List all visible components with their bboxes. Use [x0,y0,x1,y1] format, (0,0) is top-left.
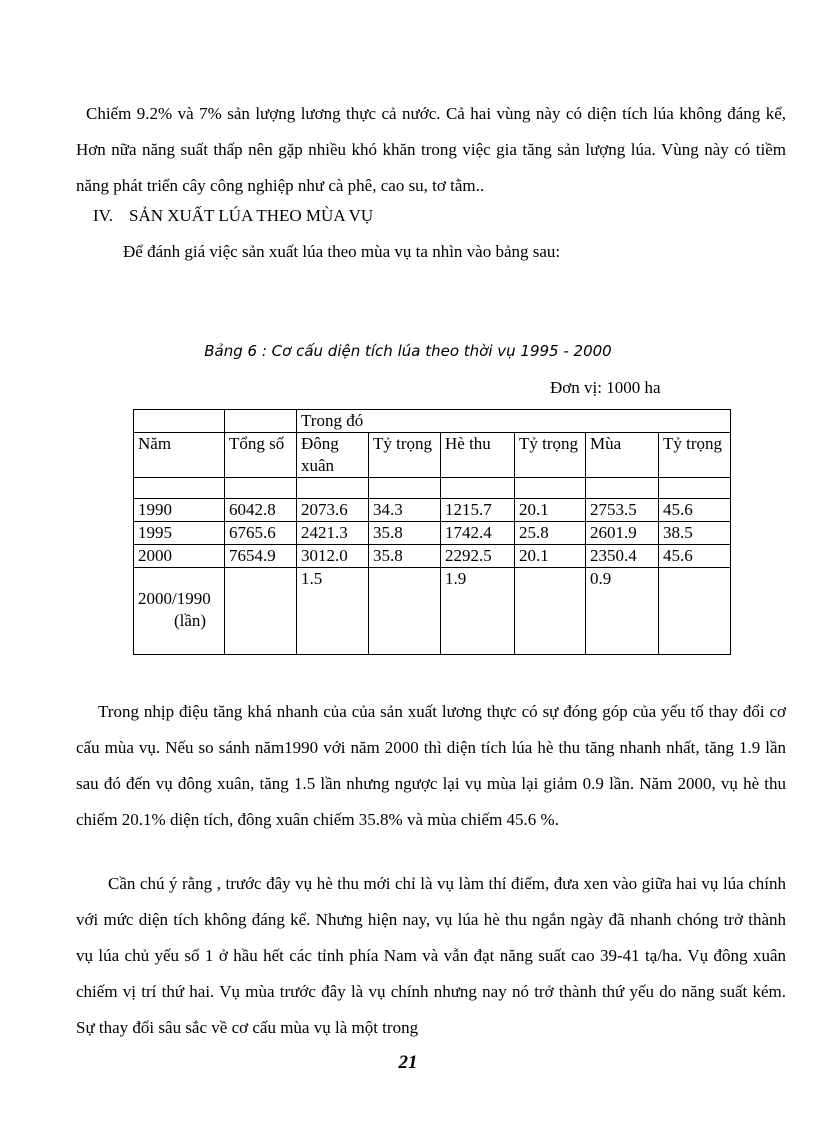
table-ratio-row [134,568,731,655]
table-cell [515,478,586,499]
ratio-unit-label: (lần) [174,611,207,630]
table-cell [225,410,297,433]
section-title: SẢN XUẤT LÚA THEO MÙA VỤ [129,206,374,225]
table-cell: 1995 [134,522,225,545]
header-cell: Năm [134,433,225,478]
table-cell: 25.8 [515,522,586,545]
table-cell: 6042.8 [225,499,297,522]
table-row [134,522,731,545]
table-cell [225,568,297,655]
table-row [134,545,731,568]
table-cell: 1742.4 [441,522,515,545]
table-cell: 2421.3 [297,522,369,545]
table-cell [369,478,441,499]
table-cell [441,478,515,499]
table-cell: 1215.7 [441,499,515,522]
table-cell [515,568,586,655]
table-cell: 35.8 [369,545,441,568]
table-cell: 1.5 [297,568,369,655]
table-cell: 7654.9 [225,545,297,568]
header-cell: Tỷ trọng [659,433,731,478]
table-cell: 2292.5 [441,545,515,568]
table-cell: 2000 [134,545,225,568]
table-cell: 3012.0 [297,545,369,568]
table-cell: 20.1 [515,545,586,568]
section-heading [93,202,373,230]
table-cell: 1990 [134,499,225,522]
table-cell: 6765.6 [225,522,297,545]
paragraph-analysis: Trong nhịp điệu tăng khá nhanh của của sản xuất lương thực có sự đóng góp của yếu tố thay đổi cơ cấu mùa vụ. Nếu so sánh năm1990 với năm 2000 thì diện tích lúa hè thu tăng nhanh nhất, tăng 1.9 lần sau đó đến vụ đông xuân, tăng 1.5 lần nhưng ngược lại vụ mùa lại giảm 0.9 lần. Năm 2000, vụ hè thu chiếm 20.1% diện tích, đông xuân chiếm 35.8% và mùa chiếm 45.6 %. [76,702,786,829]
header-cell: Đông xuân [297,433,369,478]
table-cell: 35.8 [369,522,441,545]
paragraph-text: Chiếm 9.2% và 7% sản lượng lương thực cả nước. Cả hai vùng này có diện tích lúa không đáng kể, Hơn nữa năng suất thấp nên gặp nhiều khó khăn trong việc gia tăng sản lượng lúa. Vùng này có tiềm năng phát triển cây công nghiệp như cà phê, cao su, tơ tằm.. [76,104,786,195]
table-cell: 20.1 [515,499,586,522]
header-cell: Tỷ trọng [515,433,586,478]
group-header-cell: Trong đó [297,410,731,433]
table-cell [225,478,297,499]
table-cell [659,478,731,499]
header-cell: Tỷ trọng [369,433,441,478]
table-cell [297,478,369,499]
table-cell: 2350.4 [586,545,659,568]
table-header-row [134,433,731,478]
table-cell [659,568,731,655]
table-caption: Bảng 6 : Cơ cấu diện tích lúa theo thời vụ 1995 - 2000 [204,342,612,360]
table-cell: 2601.9 [586,522,659,545]
table-cell: 45.6 [659,545,731,568]
table-unit: Đơn vị: 1000 ha [550,378,661,397]
table-cell: 1.9 [441,568,515,655]
section-number: IV. [93,206,113,225]
table-cell [369,568,441,655]
rice-area-table [133,409,731,655]
table-cell: 2073.6 [297,499,369,522]
header-cell: Mùa [586,433,659,478]
table-cell: 0.9 [586,568,659,655]
table-intro-sentence: Để đánh giá việc sản xuất lúa theo mùa vụ ta nhìn vào bảng sau: [123,242,561,261]
table-cell: 45.6 [659,499,731,522]
table-cell: 2753.5 [586,499,659,522]
table-cell: 38.5 [659,522,731,545]
header-cell: Tổng số [225,433,297,478]
page-number: 21 [398,1052,418,1073]
header-cell: Hè thu [441,433,515,478]
table-cell [586,478,659,499]
table-spacer-row [134,478,731,499]
table-cell [134,478,225,499]
ratio-label-cell [134,568,225,655]
paragraph-summer-crop: Cần chú ý rằng , trước đây vụ hè thu mới chỉ là vụ làm thí điểm, đưa xen vào giữa hai vụ lúa chính với mức diện tích không đáng kể. Nhưng hiện nay, vụ lúa hè thu ngắn ngày đã nhanh chóng trở thành vụ lúa chủ yếu số 1 ở hầu hết các tỉnh phía Nam và vẫn đạt năng suất cao 39-41 tạ/ha. Vụ đông xuân chiếm vị trí thứ hai. Vụ mùa trước đây là vụ chính nhưng nay nó trở thành thứ yếu do năng suất kém. Sự thay đổi sâu sắc về cơ cấu mùa vụ là một trong [76,874,786,1037]
paragraph-intro-regions [76,96,786,204]
table-row [134,499,731,522]
table-cell [134,410,225,433]
table-group-header-row [134,410,731,433]
ratio-label: 2000/1990 [138,589,211,608]
table-cell: 34.3 [369,499,441,522]
